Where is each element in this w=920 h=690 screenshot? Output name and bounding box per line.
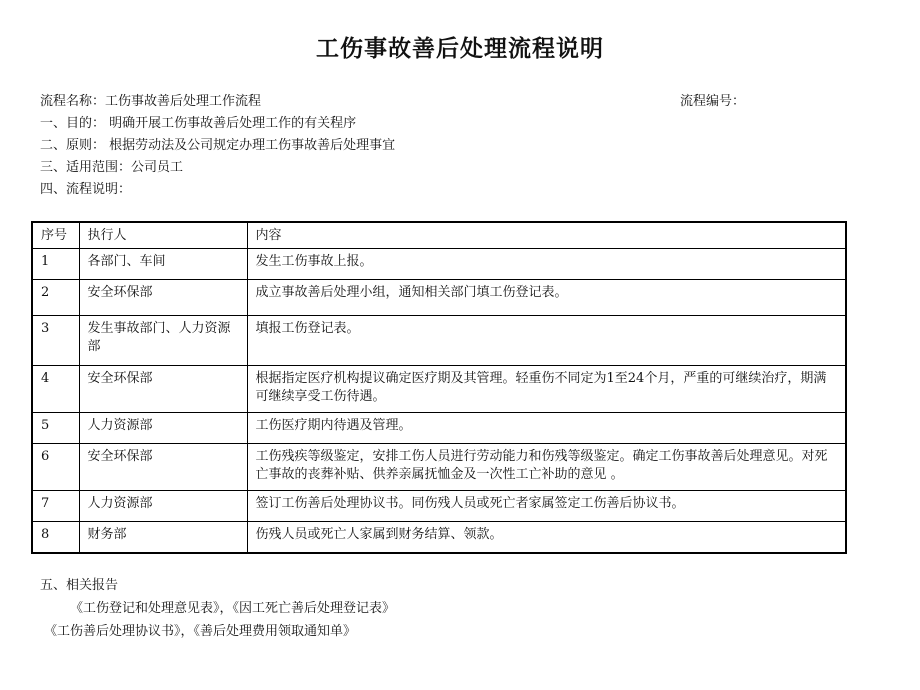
row-number: 6 bbox=[32, 444, 79, 491]
row-content: 发生工伤事故上报。 bbox=[247, 249, 846, 280]
table-row bbox=[32, 522, 846, 554]
row-number: 5 bbox=[32, 413, 79, 444]
row-executor: 安全环保部 bbox=[79, 280, 247, 316]
process-name: 流程名称：工伤事故善后处理工作流程 bbox=[40, 94, 262, 109]
reports-line-2: 《工伤善后处理协议书》，《善后处理费用领取通知单》 bbox=[44, 624, 357, 639]
description-heading: 四、流程说明： bbox=[40, 182, 132, 197]
table-header-row bbox=[32, 222, 846, 249]
row-content: 签订工伤善后处理协议书。同伤残人员或死亡者家属签定工伤善后协议书。 bbox=[247, 491, 846, 522]
table-row bbox=[32, 249, 846, 280]
row-content: 工伤残疾等级鉴定，安排工伤人员进行劳动能力和伤残等级鉴定。确定工伤事故善后处理意见。对死亡事故的丧葬补贴、供养亲属抚恤金及一次性工亡补助的意见 。 bbox=[247, 444, 846, 491]
header-number: 序号 bbox=[32, 222, 79, 249]
row-content: 工伤医疗期内待遇及管理。 bbox=[247, 413, 846, 444]
reports-line-1: 《工伤登记和处理意见表》，《因工死亡善后处理登记表》 bbox=[70, 601, 396, 616]
table-row bbox=[32, 444, 846, 491]
reports-heading: 五、相关报告 bbox=[40, 578, 119, 593]
row-executor: 各部门、车间 bbox=[79, 249, 247, 280]
row-number: 3 bbox=[32, 316, 79, 366]
row-content: 伤残人员或死亡人家属到财务结算、领款。 bbox=[247, 522, 846, 554]
row-number: 1 bbox=[32, 249, 79, 280]
principle-line: 二、原则： 根据劳动法及公司规定办理工伤事故善后处理事宜 bbox=[40, 138, 396, 153]
row-executor: 安全环保部 bbox=[79, 444, 247, 491]
table-row bbox=[32, 366, 846, 413]
row-number: 7 bbox=[32, 491, 79, 522]
row-content: 根据指定医疗机构提议确定医疗期及其管理。轻重伤不同定为1至24个月，严重的可继续治疗，期满可继续享受工伤待遇。 bbox=[247, 366, 846, 413]
purpose-line: 一、目的： 明确开展工伤事故善后处理工作的有关程序 bbox=[40, 116, 357, 131]
row-executor: 人力资源部 bbox=[79, 491, 247, 522]
row-number: 8 bbox=[32, 522, 79, 554]
row-number: 2 bbox=[32, 280, 79, 316]
row-executor: 财务部 bbox=[79, 522, 247, 554]
header-content: 内容 bbox=[247, 222, 846, 249]
row-content: 成立事故善后处理小组，通知相关部门填工伤登记表。 bbox=[247, 280, 846, 316]
table-row bbox=[32, 280, 846, 316]
page-title: 工伤事故善后处理流程说明 bbox=[316, 36, 604, 62]
scope-line: 三、适用范围：公司员工 bbox=[40, 160, 184, 175]
row-number: 4 bbox=[32, 366, 79, 413]
table-row bbox=[32, 316, 846, 366]
process-table bbox=[31, 221, 847, 554]
row-executor: 安全环保部 bbox=[79, 366, 247, 413]
header-executor: 执行人 bbox=[79, 222, 247, 249]
table-row bbox=[32, 413, 846, 444]
process-number: 流程编号： bbox=[680, 94, 746, 109]
table-row bbox=[32, 491, 846, 522]
row-content: 填报工伤登记表。 bbox=[247, 316, 846, 366]
row-executor: 发生事故部门、人力资源部 bbox=[79, 316, 247, 366]
row-executor: 人力资源部 bbox=[79, 413, 247, 444]
